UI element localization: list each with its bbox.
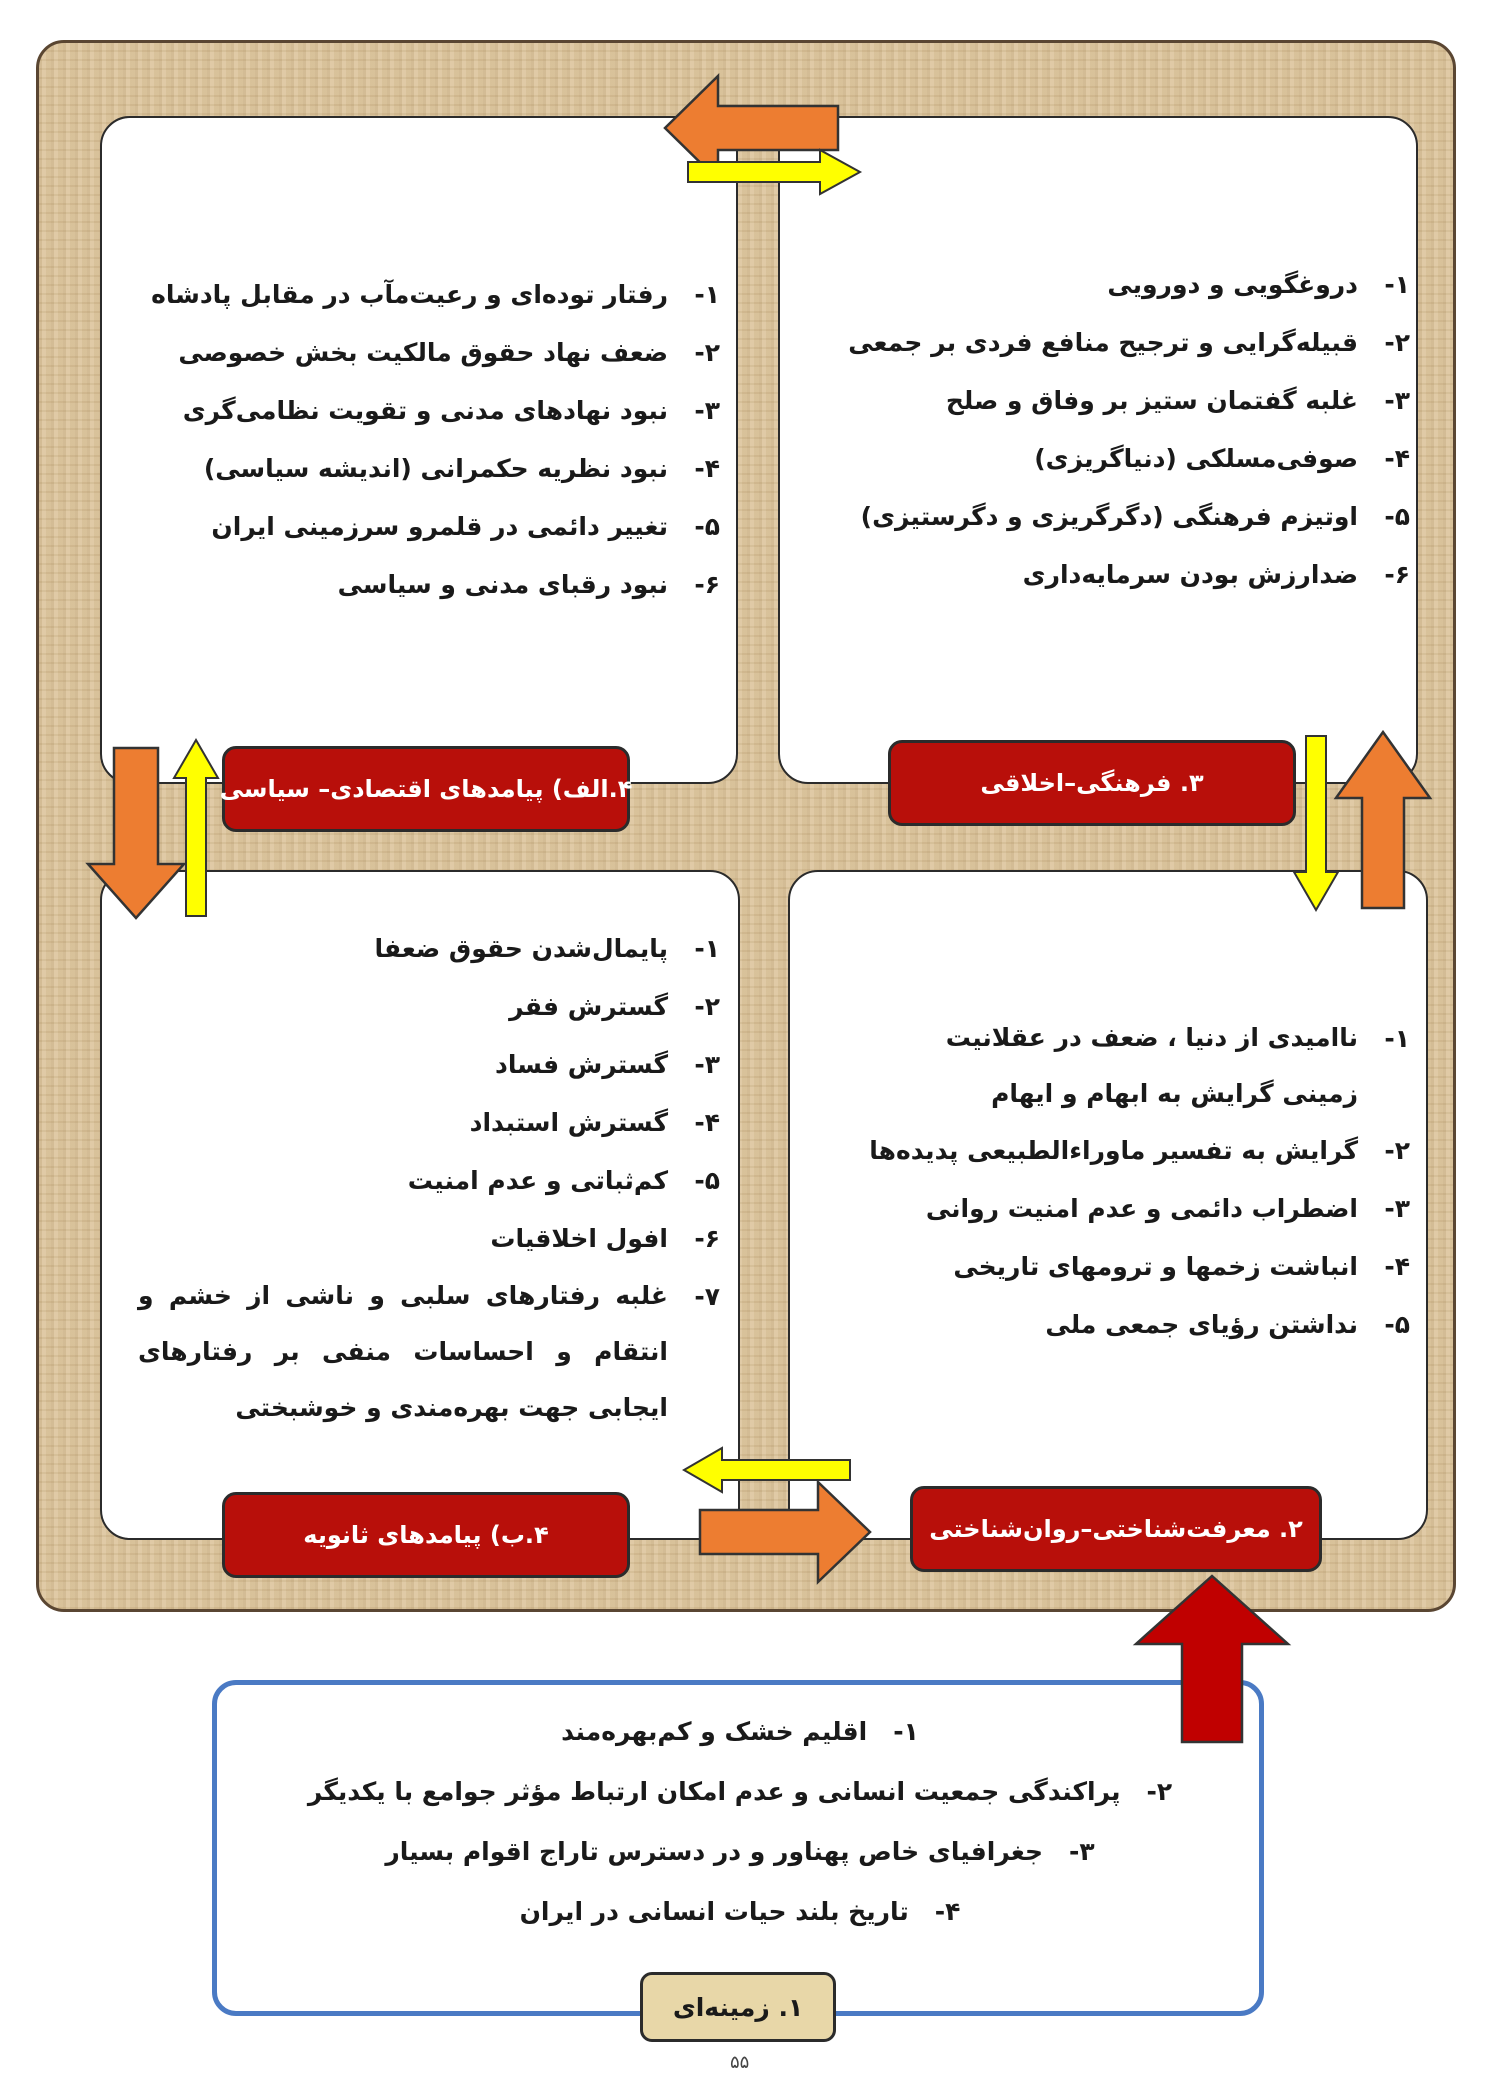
list-item: ۱- اقلیم خشک و کم‌بهره‌مند bbox=[561, 1717, 919, 1746]
title-cultural-ethical: ۳. فرهنگی–اخلاقی bbox=[888, 740, 1296, 826]
title-secondary-consequences: ۴.ب) پیامدهای ثانویه bbox=[222, 1492, 630, 1578]
list-item: ۳- اضطراب دائمی و عدم امنیت روانی bbox=[925, 1194, 1410, 1223]
list-item: ۱- پایمال‌شدن حقوق ضعفا bbox=[374, 934, 720, 963]
list-item: ۴- صوفی‌مسلکی (دنیاگریزی) bbox=[1034, 444, 1410, 473]
title-epistemic-psychological: ۲. معرفت‌شناختی–روان‌شناختی bbox=[910, 1486, 1322, 1572]
list-item: ۳- جغرافیای خاص پهناور و در دسترس تاراج اقوام بسیار bbox=[385, 1837, 1095, 1866]
contextual-list bbox=[240, 1702, 1240, 1942]
secondary-consequences-list bbox=[130, 920, 720, 1436]
list-item: ۵- تغییر دائمی در قلمرو سرزمینی ایران bbox=[211, 512, 720, 541]
list-item: ۴- گسترش استبداد bbox=[469, 1108, 720, 1137]
list-item: ۳- نبود نهادهای مدنی و تقویت نظامی‌گری bbox=[182, 396, 720, 425]
list-item: ۲- گسترش فقر bbox=[509, 992, 720, 1021]
title-economic-political: ۴.الف) پیامدهای اقتصادی– سیاسی bbox=[222, 746, 630, 832]
cultural-ethical-list bbox=[790, 256, 1410, 604]
list-item: ۱- رفتار توده‌ای و رعیت‌مآب در مقابل پادشاه bbox=[151, 280, 720, 309]
epistemic-psychological-list bbox=[800, 1010, 1410, 1354]
list-item: ۳- غلبه گفتمان ستیز بر وفاق و صلح bbox=[945, 386, 1410, 415]
list-item: ۱- دروغگویی و دورویی bbox=[1107, 270, 1410, 299]
list-item: ۲- پراکندگی جمعیت انسانی و عدم امکان ارتباط مؤثر جوامع با یکدیگر bbox=[307, 1777, 1173, 1806]
list-item: ۷- غلبه رفتارهای سلبی و ناشی از خشم و انتقام و احساسات منفی بر رفتارهای ایجابی جهت بهره‌مندی و خوشبختی bbox=[138, 1281, 720, 1422]
list-item: ۴- انباشت زخمها و ترومهای تاریخی bbox=[953, 1252, 1410, 1281]
list-item: ۶- نبود رقبای مدنی و سیاسی bbox=[337, 570, 720, 599]
list-item: ۴- نبود نظریه حکمرانی (اندیشه سیاسی) bbox=[203, 454, 720, 483]
list-item: ۶- افول اخلاقیات bbox=[490, 1224, 720, 1253]
list-item: ۵- کم‌ثباتی و عدم امنیت bbox=[407, 1166, 720, 1195]
list-item: ۳- گسترش فساد bbox=[495, 1050, 720, 1079]
list-item: ۵- نداشتن رؤیای جمعی ملی bbox=[1045, 1310, 1410, 1339]
list-item: ۱- ناامیدی از دنیا ، ضعف در عقلانیت زمینی گرایش به ابهام و ایهام bbox=[945, 1023, 1410, 1108]
list-item: ۲- قبیله‌گرایی و ترجیح منافع فردی بر جمعی bbox=[848, 328, 1410, 357]
list-item: ۲- ضعف نهاد حقوق مالکیت بخش خصوصی bbox=[178, 338, 720, 367]
list-item: ۲- گرایش به تفسیر ماوراءالطبیعی پدیده‌ها bbox=[869, 1136, 1410, 1165]
title-contextual: ۱. زمینه‌ای bbox=[640, 1972, 836, 2042]
page-number: ۵۵ bbox=[730, 2052, 750, 2073]
list-item: ۶- ضدارزش بودن سرمایه‌داری bbox=[1022, 560, 1410, 589]
economic-political-list bbox=[150, 266, 720, 614]
list-item: ۴- تاریخ بلند حیات انسانی در ایران bbox=[519, 1897, 961, 1926]
list-item: ۵- اوتیزم فرهنگی (دگرگریزی و دگرستیزی) bbox=[860, 502, 1410, 531]
